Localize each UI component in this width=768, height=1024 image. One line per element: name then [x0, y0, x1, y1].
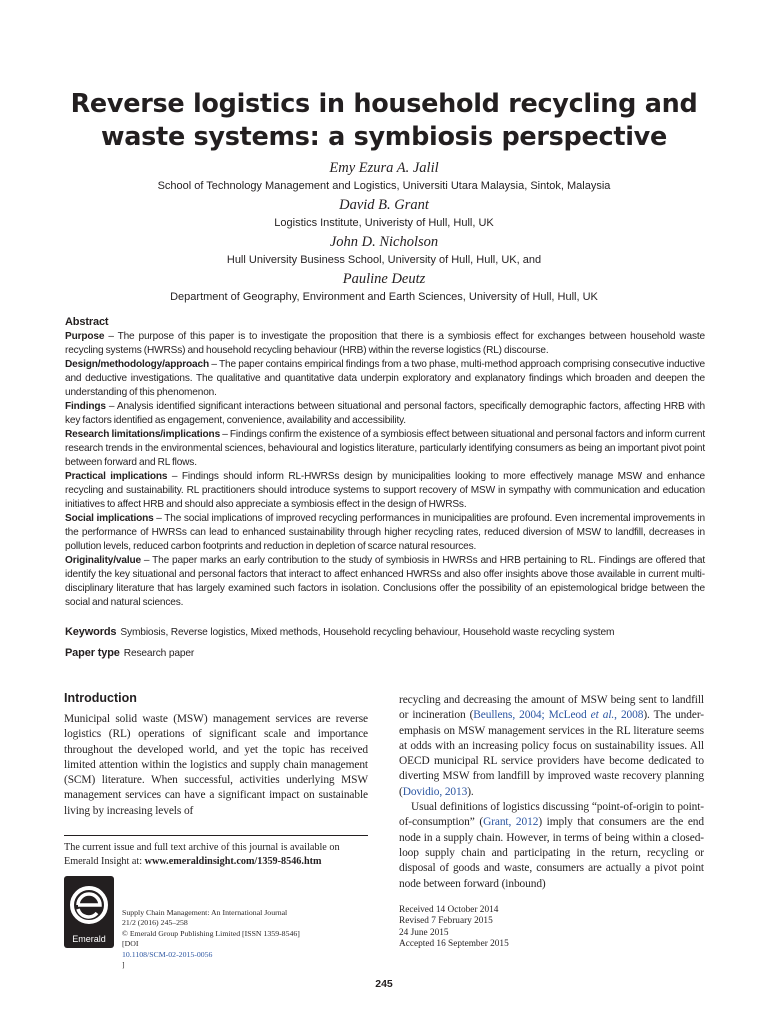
accepted-date: Accepted 16 September 2015 — [399, 938, 509, 949]
paper-title — [60, 88, 708, 154]
abstract-heading: Abstract — [65, 316, 109, 328]
abstract-findings — [65, 400, 705, 428]
doi-suffix: ] — [122, 960, 125, 970]
abstract-practical — [65, 470, 705, 512]
abstract-purpose — [65, 330, 705, 358]
abstract-limitations — [65, 428, 705, 470]
emerald-logo — [64, 876, 114, 948]
abstract-originality — [65, 554, 705, 610]
cite-text: Beullens, 2004; McLeod — [473, 709, 591, 722]
text-run: Usual definitions of logistics discussing “point-of-origin to point-of-consumption” ( — [399, 801, 704, 829]
keywords-label: Keywords — [65, 626, 117, 638]
body-paragraph — [399, 800, 704, 892]
author-name: David B. Grant — [339, 197, 429, 213]
section-text: – The paper marks an early contribution to the study of symbiosis in HWRSs and HRB pertaining to RL. Findings are offered that identify the key situational and personal factors that interact to affect enhanced HWRSs and also offer insights above those available in current multi-disciplinary literature that has largely examined such factors in isolation. Conclusions offer the possibility of an epistemological bridge between the social and natural sciences. — [65, 555, 705, 608]
section-label: Social implications — [65, 513, 154, 524]
archive-text: The current issue and full text archive of this journal is available on Emerald Insight at: — [64, 842, 340, 867]
abstract-social — [65, 512, 705, 554]
author-list — [60, 158, 708, 306]
citation-link[interactable]: Dovidio, 2013 — [402, 785, 468, 798]
revised-date: Revised 7 February 2015 — [399, 916, 493, 927]
left-column — [64, 712, 368, 819]
paper-type-line — [65, 646, 705, 661]
intro-paragraph: Municipal solid waste (MSW) management services are reverse logistics (RL) operations of significant scale and importance throughout the developed world, and yet the topic has received limited attention within the logistics and supply chain management (SCM) literature. When successful, activities underlying MSW management services can have a significant impact on sustainable living by increasing levels of — [64, 713, 368, 817]
revised-date: 24 June 2015 — [399, 927, 449, 938]
paper-type-value: Research paper — [123, 648, 195, 659]
right-column — [399, 693, 704, 892]
logo-wordmark: Emerald — [72, 934, 106, 944]
text-run: ) imply that consumers are the end node in a supply chain. However, in terms of being within a closed-loop supply chain and participating in the return, recycling or disposal of goods and waste, consumers are actually a pivot point node between forward (inbound) — [399, 816, 705, 890]
journal-doi — [122, 939, 362, 970]
section-text: – The paper contains empirical findings from a two phase, multi-method approach comprising consecutive inductive and deductive investigations. The qualitative and quantitative data underpin exploratory and explanatory findings which broaden and deepen the understanding of this phenomenon. — [65, 359, 705, 398]
author-name: Pauline Deutz — [342, 271, 426, 287]
author-name: Emy Ezura A. Jalil — [329, 160, 439, 176]
section-text: – The purpose of this paper is to investigate the proposition that there is a symbiosis effect for exchanges between household waste recycling systems (HWRSs) and household recycling behaviour (HRB) within the reverse logistics (RL) discourse. — [65, 331, 705, 356]
archive-note — [64, 841, 374, 869]
text-run: recycling and decreasing the amount of MSW being sent to landfill or incineration ( — [399, 694, 704, 722]
section-text: – Analysis identified significant interactions between situational and personal factors, specifically demographic factors, affecting HRB with key factors identified as engagement, convenience, availability and accessibility. — [65, 401, 705, 426]
page-number: 245 — [375, 978, 393, 990]
text-run: ). — [467, 785, 474, 798]
body-paragraph — [399, 693, 704, 800]
title-line-2: waste systems: a symbiosis perspective — [101, 122, 667, 152]
section-label: Findings — [65, 401, 106, 412]
author-affiliation: Department of Geography, Environment and Earth Sciences, University of Hull, Hull, UK — [170, 291, 598, 303]
author-name: John D. Nicholson — [329, 234, 439, 250]
abstract-design — [65, 358, 705, 400]
section-text: – Findings confirm the existence of a symbiosis effect between situational and personal factors and inform current research trends in the environmental sciences, behavioural and logistics literature, particularly identifying consumers as being an important pivot point between forward and RL flows. — [65, 429, 705, 468]
journal-name: Supply Chain Management: An International Journal — [122, 908, 288, 917]
keywords-value: Symbiosis, Reverse logistics, Mixed methods, Household recycling behaviour, Household waste recycling system — [120, 627, 615, 638]
journal-copyright: © Emerald Group Publishing Limited [ISSN 1359-8546] — [122, 928, 300, 938]
author-affiliation: Hull University Business School, University of Hull, Hull, UK, and — [226, 254, 542, 266]
citation-link[interactable] — [473, 709, 643, 721]
section-text: – Findings should inform RL-HWRSs design by municipalities looking to more effectively manage MSW and enhance recycling and sustainability. RL practitioners should introduce systems to support recovery of MSW in sympathy with communication and education initiatives to affect HRB and should also appreciate a symbiosis effect in the design of HWRSs. — [65, 471, 705, 510]
section-label: Practical implications — [65, 471, 168, 482]
title-line-1: Reverse logistics in household recycling and — [70, 89, 698, 119]
divider — [64, 835, 368, 836]
section-text: – The social implications of improved recycling performances in municipalities are profound. Even incremental improvements in the performance of HWRSs can lead to enhanced sustainability through higher recycling rates, reduced diversion of MSW to landfill, decreases in pollution levels, reduced carbon footprints and reduction in depletion of scarce natural resources. — [65, 513, 705, 552]
text-run: ). The under-emphasis on MSW management services in the RL literature seems at odds with an increasing policy focus on sustainability issues. All OECD municipal RL service providers have become dedicated to diverting MSW from landfill by improved waste recovery planning ( — [399, 709, 704, 798]
article-dates — [399, 905, 599, 950]
doi-link[interactable]: 10.1108/SCM-02-2015-0056 — [122, 949, 213, 959]
keywords-line — [65, 625, 705, 640]
journal-volume: 21/2 (2016) 245–258 — [122, 918, 188, 928]
author-affiliation: Logistics Institute, Univeristy of Hull, Hull, UK — [274, 217, 494, 229]
abstract-block — [65, 315, 705, 610]
author-affiliation: School of Technology Management and Logistics, Universiti Utara Malaysia, Sintok, Malaysia — [157, 180, 611, 192]
section-label: Research limitations/implications — [65, 429, 221, 440]
section-label: Purpose — [65, 331, 105, 342]
received-date: Received 14 October 2014 — [399, 905, 499, 915]
paper-type-label: Paper type — [65, 647, 120, 659]
doi-prefix: [DOI — [122, 939, 139, 949]
citation-link[interactable]: Grant, 2012 — [483, 816, 539, 829]
introduction-heading: Introduction — [64, 691, 137, 705]
cite-text: , 2008 — [614, 709, 644, 722]
archive-link[interactable]: www.emeraldinsight.com/1359-8546.htm — [144, 856, 322, 867]
cite-text-italic: et al. — [590, 709, 615, 722]
section-label: Originality/value — [65, 555, 141, 566]
section-label: Design/methodology/approach — [65, 359, 210, 370]
journal-info — [122, 908, 362, 970]
